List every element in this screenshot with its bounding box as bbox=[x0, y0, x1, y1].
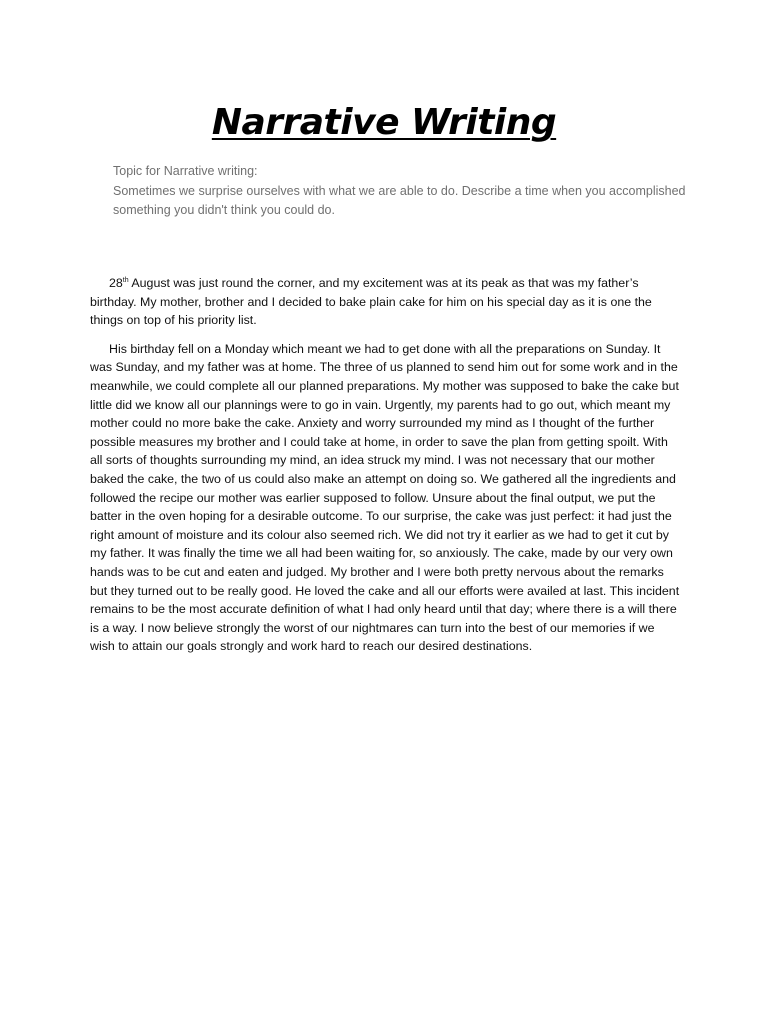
date-suffix: th bbox=[122, 276, 129, 284]
date-number: 28 bbox=[109, 276, 123, 290]
writing-prompt bbox=[113, 162, 693, 221]
page-title: Narrative Writing bbox=[211, 102, 557, 143]
essay-body bbox=[90, 274, 680, 666]
essay-paragraph-2: His birthday fell on a Monday which meant we had to get done with all the preparations on Sunday. It was Sunday, and my father was at home. The three of us planned to send him out for some work and in the meanwhile, we could complete all our planned preparations. My mother was supposed to bake the cake but little did we know all our plannings were to go in vain. Urgently, my parents had to go out, which meant my mother could no more bake the cake. Anxiety and worry surrounded my mind as I thought of the further possible measures my brother and I could take at home, in order to save the plan from getting spoilt. With all sorts of thoughts surrounding my mind, an idea struck my mind. I was not necessary that our mother baked the cake, the two of us could also make an attempt on doing so. We gathered all the ingredients and followed the recipe our mother was earlier supposed to follow. Unsure about the final output, we put the batter in the oven hoping for a desirable outcome. To our surprise, the cake was just perfect: it had just the right amount of moisture and its colour also seemed rich. We did not try it earlier as we had to get it cut by my father. It was finally the time we all had been waiting for, so anxiously. The cake, made by our very own hands was to be cut and eaten and judged. My brother and I were both pretty nervous about the remarks but they turned out to be really good. He loved the cake and all our efforts were availed at last. This incident remains to be the most accurate definition of what I had only heard until that day; where there is a will there is a way. I now believe strongly the worst of our nightmares can turn into the best of our memories if we wish to attain our goals strongly and work hard to reach our desired destinations. bbox=[90, 341, 680, 654]
essay-paragraph-1 bbox=[90, 274, 680, 330]
prompt-text: Sometimes we surprise ourselves with what we are able to do. Describe a time when you accomplished something you didn't think you could do. bbox=[113, 183, 686, 217]
prompt-label: Topic for Narrative writing: bbox=[113, 164, 258, 178]
paragraph-1-text: August was just round the corner, and my excitement was at its peak as that was my father’s birthday. My mother, brother and I decided to bake plain cake for him on his special day as it is one the things on top of his priority list. bbox=[90, 276, 652, 328]
